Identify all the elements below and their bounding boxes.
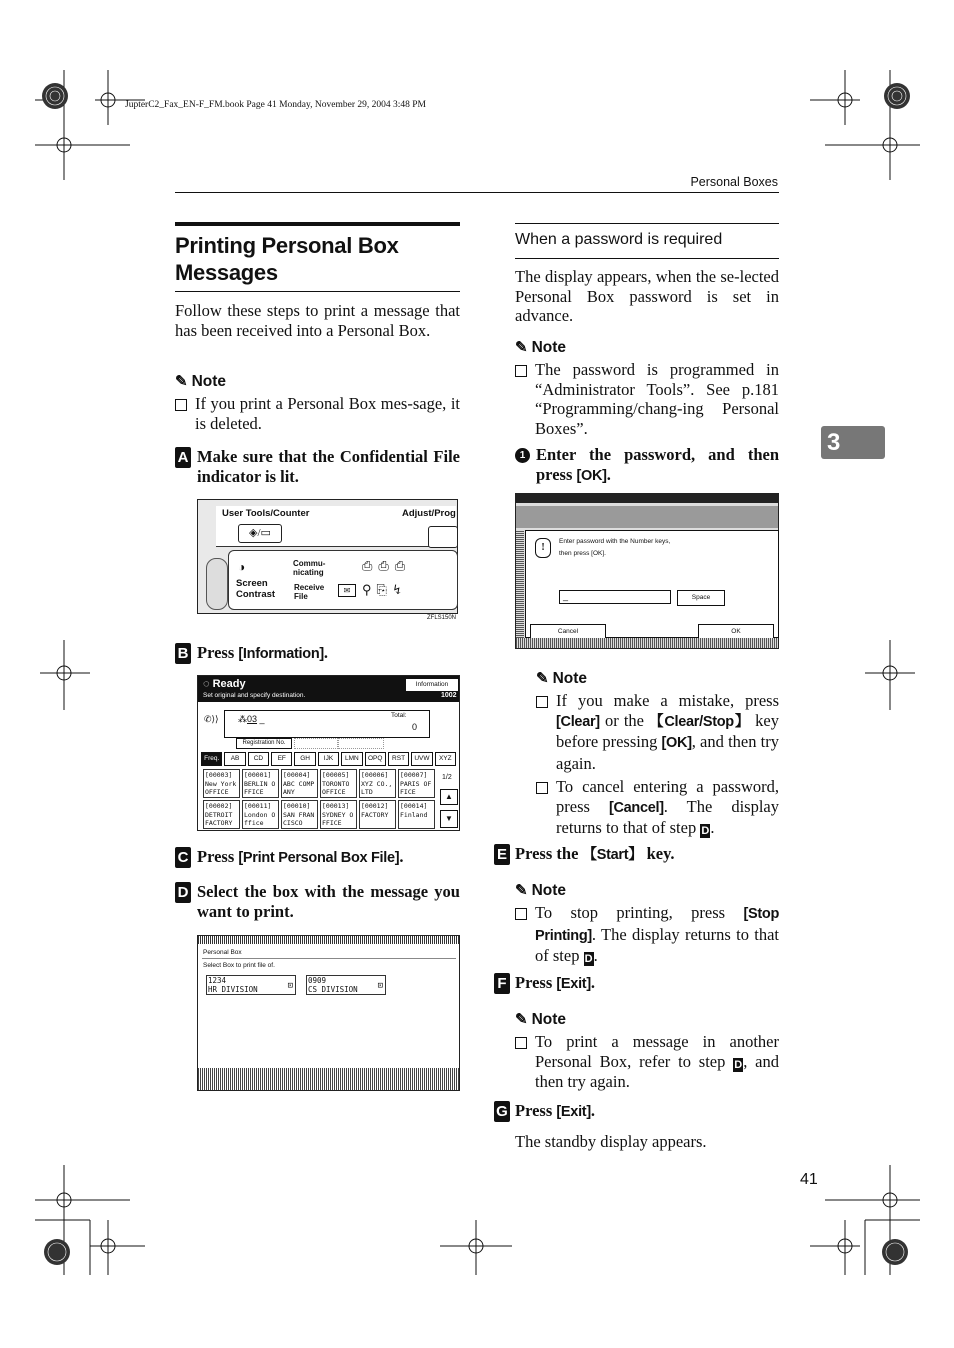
- destination-key-name: OFFICE: [205, 788, 229, 796]
- step-ref-d: D: [734, 1058, 743, 1071]
- destination-key-name: ANY: [283, 788, 295, 796]
- destination-key[interactable]: [203, 800, 240, 829]
- control-panel-illustration: [197, 499, 458, 621]
- receive-label: Receive: [294, 583, 325, 592]
- user-tools-button[interactable]: ◈/▭: [238, 524, 282, 543]
- scroll-down-button[interactable]: ▼: [440, 810, 458, 828]
- step-number-e: E: [494, 844, 510, 865]
- step-number-a: A: [175, 447, 191, 468]
- destination-key-name: ffice: [244, 819, 264, 827]
- destination-key-name: XYZ CO.,: [361, 779, 393, 788]
- note-4: ✎ Note To stop printing, press [Stop Printing]. The display returns to that of step D.: [515, 882, 779, 965]
- step-ref-d: D: [701, 825, 710, 837]
- header-rule: [175, 192, 779, 193]
- destination-key[interactable]: [359, 769, 396, 798]
- note-text: If you print a Personal Box mes-sage, it is deleted.: [195, 394, 460, 433]
- destination-key-name: PARIS OF: [400, 779, 432, 788]
- step-number-f: F: [494, 973, 510, 994]
- alpha-tab[interactable]: XYZ: [435, 752, 456, 766]
- section-title-line2: Messages: [175, 260, 278, 285]
- print-personal-box-file-key[interactable]: [Print Personal Box File]: [238, 850, 400, 866]
- alpha-tab[interactable]: CD: [248, 752, 269, 766]
- checkbox-bullet-icon: [515, 365, 527, 377]
- adjust-label: Adjust/Prog: [402, 508, 456, 519]
- information-key[interactable]: [Information]: [238, 646, 324, 662]
- destination-key-code: [00007]: [400, 771, 428, 779]
- alpha-tab[interactable]: EF: [271, 752, 292, 766]
- ready-status: ◌ Ready: [203, 678, 246, 690]
- destination-key-name: Finland: [400, 810, 428, 819]
- sub-step-number: 1: [515, 448, 530, 463]
- exit-key[interactable]: [Exit]: [556, 1104, 591, 1120]
- destination-key[interactable]: [203, 769, 240, 798]
- stop-printing-key[interactable]: [Stop Printing]: [535, 906, 779, 944]
- file-label: File: [294, 592, 308, 601]
- destination-key-name: SYDNEY O: [322, 810, 354, 819]
- destination-key-name: BERLIN O: [244, 779, 276, 788]
- start-key[interactable]: 【Start】: [582, 847, 643, 863]
- note-3: ✎ Note If you make a mistake, press [Clear] or the 【Clear/Stop】 key before pressing [OK], and then try again. To cancel entering a password, press [Cancel]. The display returns to that of step D.: [536, 670, 779, 837]
- destination-key-code: [00003]: [205, 771, 233, 779]
- alpha-tab[interactable]: UVW: [411, 752, 432, 766]
- personal-box-cs-division[interactable]: 0909 CS DIVISION ⊡: [306, 975, 386, 995]
- screen-label: Screen: [236, 578, 268, 589]
- ready-screen: [197, 675, 460, 831]
- title-rule: [175, 222, 460, 226]
- title-underline: [175, 291, 460, 292]
- step-b: B Press [Information].: [175, 643, 460, 664]
- step-g: G Press [Exit].: [494, 1101, 779, 1122]
- alpha-tab[interactable]: Freq.: [201, 752, 222, 766]
- personal-box-hr-division[interactable]: 1234 HR DIVISION ⊡: [206, 975, 296, 995]
- destination-key-code: [00001]: [244, 771, 272, 779]
- pencil-icon: ✎: [515, 1011, 528, 1028]
- registration-no-button[interactable]: Registration No.: [236, 738, 292, 749]
- alpha-tab[interactable]: OPQ: [365, 752, 386, 766]
- destination-key-code: [00014]: [400, 802, 428, 810]
- destination-key-code: [00012]: [361, 802, 389, 810]
- destination-value: ⁂03 _: [238, 714, 265, 724]
- ok-button[interactable]: OK: [698, 624, 774, 639]
- step-d: [175, 882, 460, 922]
- clear-key[interactable]: [Clear]: [556, 713, 600, 730]
- alpha-tab[interactable]: GH: [294, 752, 315, 766]
- step-c: C Press [Print Personal Box File].: [175, 847, 465, 868]
- box-icon: ⊡: [287, 981, 293, 991]
- space-button[interactable]: Space: [677, 590, 725, 606]
- checkbox-bullet-icon: [515, 908, 527, 920]
- password-intro: The display appears, when the se-lected Personal Box password is set in advance.: [515, 267, 779, 325]
- running-header: Personal Boxes: [690, 175, 778, 189]
- destination-key-name: FFICE: [244, 788, 264, 796]
- password-screen: [515, 493, 779, 649]
- chapter-tab: [821, 426, 885, 459]
- information-button[interactable]: Information: [406, 679, 458, 691]
- total-value: 0: [412, 722, 418, 732]
- destination-key-name: FACTORY: [205, 819, 233, 827]
- pencil-icon: ✎: [175, 373, 188, 390]
- password-input[interactable]: _: [559, 590, 671, 604]
- destination-key-name: FICE: [400, 788, 416, 796]
- phone-icon: ✆⟩⟩: [204, 714, 219, 724]
- note-admin-text: The password is programmed in “Administrator Tools”. See p.181 “Programming/chang-ing Personal Boxes”.: [535, 360, 779, 438]
- intro-paragraph: Follow these steps to print a message that has been received into a Personal Box.: [175, 301, 460, 340]
- note-another-box-text: To print a message in another Personal Box, refer to step D, and then try again.: [535, 1032, 780, 1091]
- destination-key[interactable]: [398, 769, 435, 798]
- section-title: [175, 232, 399, 286]
- destination-key-code: [00005]: [322, 771, 350, 779]
- warning-icon: !: [535, 538, 551, 558]
- note-heading: ✎ Note: [175, 373, 227, 390]
- checkbox-bullet-icon: [175, 399, 187, 411]
- step-number-b: B: [175, 643, 191, 664]
- destination-key[interactable]: [242, 800, 279, 829]
- checkbox-bullet-icon: [536, 782, 548, 794]
- destination-key-name: FACTORY: [361, 810, 389, 819]
- step-d-text: Select the box with the message you want to print.: [197, 882, 460, 921]
- page-indicator: 1/2: [442, 774, 452, 781]
- destination-key-code: [00006]: [361, 771, 389, 779]
- alpha-tab[interactable]: IJK: [318, 752, 339, 766]
- panel-code: ZFLS150N: [427, 615, 457, 621]
- step-a-text: Make sure that the Confidential File indicator is lit.: [197, 447, 460, 486]
- destination-key-name: New York: [205, 779, 237, 788]
- note-2: ✎ Note The password is programmed in “Administrator Tools”. See p.181 “Programming/chang-ing Personal Boxes”.: [515, 339, 779, 438]
- pencil-icon: ✎: [536, 670, 549, 687]
- contrast-label: Contrast: [236, 589, 276, 600]
- note-cancel-text: To cancel entering a password, press [Cancel]. The display returns to that of step D.: [556, 777, 779, 837]
- alpha-tab[interactable]: LMN: [341, 752, 362, 766]
- communicating-label-2: nicating: [293, 568, 324, 577]
- subsection-rule-bottom: [515, 258, 779, 259]
- step-number-c: C: [175, 847, 191, 868]
- destination-key-code: [00004]: [283, 771, 311, 779]
- destination-grid-row1: [203, 769, 435, 798]
- destination-key-code: [00013]: [322, 802, 350, 810]
- destination-key[interactable]: [320, 769, 357, 798]
- print-header: JupterC2_Fax_EN-F_FM.book Page 41 Monday, November 29, 2004 3:48 PM: [125, 100, 426, 110]
- step-number-g: G: [494, 1101, 510, 1122]
- personal-box-instruction: Select Box to print file of.: [203, 962, 275, 969]
- step-f: F Press [Exit].: [494, 973, 779, 994]
- page-number: 41: [800, 1171, 818, 1188]
- destination-key-name: OFFICE: [322, 788, 346, 796]
- memory-count: 1002: [441, 692, 457, 699]
- confidential-file-indicator-icon: ✉: [338, 584, 356, 597]
- personal-box-screen: [197, 935, 460, 1091]
- note-1: [175, 372, 460, 433]
- subsection-rule-top: [515, 223, 779, 224]
- step-a: [175, 447, 460, 487]
- standby-text: The standby display appears.: [515, 1132, 707, 1151]
- chapter-number: 3: [827, 429, 841, 456]
- tray-icons: ⎙⎙⎙: [362, 558, 412, 573]
- destination-key[interactable]: [281, 800, 318, 829]
- function-icons: ⚲⎘↯: [362, 582, 408, 597]
- destination-key-name: DETROIT: [205, 810, 233, 819]
- step-e: E Press the 【Start】 key.: [494, 844, 779, 865]
- destination-key-code: [00010]: [283, 802, 311, 810]
- communicating-label-1: Commu-: [293, 559, 326, 568]
- ready-instruction: Set original and specify destination.: [203, 692, 306, 699]
- scroll-up-button[interactable]: ▲: [440, 789, 458, 805]
- exit-key[interactable]: [Exit]: [556, 976, 591, 992]
- pencil-icon: ✎: [515, 339, 528, 356]
- personal-box-title: Personal Box: [203, 949, 242, 956]
- alpha-tab[interactable]: RST: [388, 752, 409, 766]
- destination-key[interactable]: [320, 800, 357, 829]
- step-number-d: D: [175, 882, 191, 903]
- clear-stop-key[interactable]: 【Clear/Stop】: [649, 713, 751, 730]
- destination-key[interactable]: [242, 769, 279, 798]
- section-title-line1: Printing Personal Box: [175, 233, 399, 258]
- destination-key-code: [00011]: [244, 802, 272, 810]
- ok-key[interactable]: [OK]: [576, 468, 607, 484]
- user-tools-label: User Tools/Counter: [222, 508, 310, 519]
- destination-key-name: ABC COMP: [283, 779, 315, 788]
- password-message-line2: then press [OK].: [559, 550, 606, 557]
- step-ref-d: D: [584, 953, 593, 965]
- note-5: ✎ Note To print a message in another Personal Box, refer to step D, and then try again.: [515, 1011, 780, 1091]
- destination-key[interactable]: [281, 769, 318, 798]
- pencil-icon: ✎: [515, 882, 528, 899]
- destination-key-name: LTD: [361, 788, 373, 796]
- note-stop-text: To stop printing, press [Stop Printing]. The display returns to that of step D.: [535, 903, 779, 965]
- box-icon: ⊡: [377, 981, 383, 991]
- cancel-key[interactable]: [Cancel]: [608, 799, 664, 816]
- destination-key-name: SAN FRAN: [283, 810, 315, 819]
- password-message-line1: Enter password with the Number keys,: [559, 538, 671, 545]
- destination-key[interactable]: [398, 800, 435, 829]
- total-label: Total:: [391, 712, 407, 719]
- destination-key-name: London O: [244, 810, 276, 819]
- destination-key-name: CISCO: [283, 819, 303, 827]
- destination-key[interactable]: [359, 800, 396, 829]
- subsection-title: When a password is required: [515, 231, 723, 248]
- note-mistake-text: If you make a mistake, press [Clear] or the 【Clear/Stop】 key before pressing [OK], and then try again.: [556, 691, 779, 773]
- destination-key-code: [00002]: [205, 802, 233, 810]
- sub-step-1: 1 Enter the password, and then press [OK].: [515, 445, 779, 486]
- destination-key-name: TORONTO: [322, 779, 350, 788]
- contrast-icon: ◑: [238, 560, 246, 574]
- destination-grid-row2: [203, 800, 435, 829]
- ok-key[interactable]: [OK]: [661, 735, 692, 751]
- destination-key-name: FFICE: [322, 819, 342, 827]
- alphabet-tabs: [201, 752, 456, 766]
- alpha-tab[interactable]: AB: [224, 752, 245, 766]
- cancel-button[interactable]: Cancel: [530, 624, 606, 639]
- checkbox-bullet-icon: [536, 696, 548, 708]
- checkbox-bullet-icon: [515, 1037, 527, 1049]
